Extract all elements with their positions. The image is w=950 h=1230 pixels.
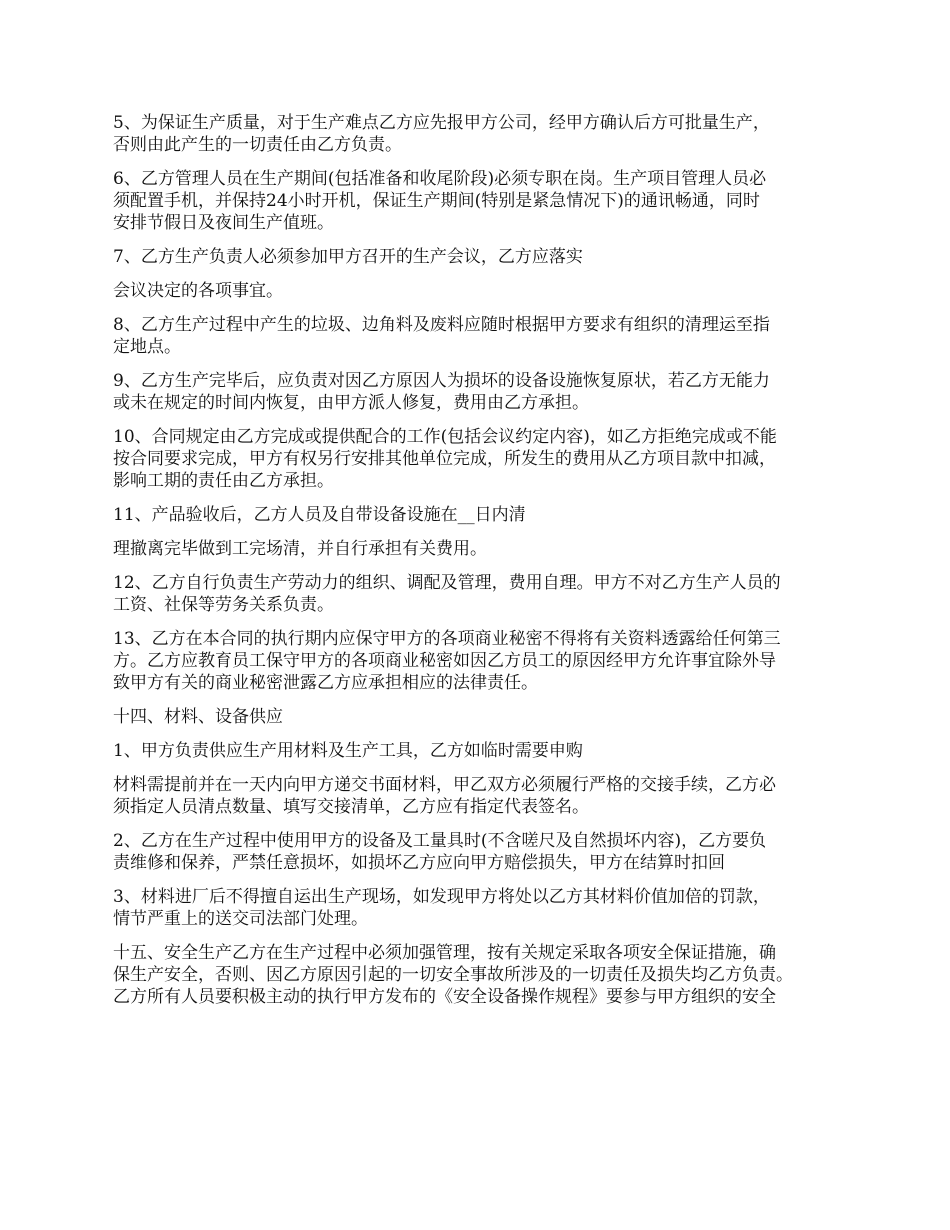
section-14-item-1-continued: 材料需提前并在一天内向甲方递交书面材料，甲乙双方必须履行严格的交接手续，乙方必 须指定人员清点数量、填写交接清单，乙方应有指定代表签名。 — [113, 775, 776, 817]
section-15: 十五、安全生产乙方在生产过程中必须加强管理，按有关规定采取各项安全保证措施，确 保生产安全，否则、因乙方原因引起的一切安全事故所涉及的一切责任及损失均乙方负责。 乙方所有人员要积极主动的执行甲方发布的《安全设备操作规程》要参与甲方组织的安全 — [113, 943, 793, 1007]
clause-10: 10、合同规定由乙方完成或提供配合的工作(包括会议约定内容)，如乙方拒绝完成或不能 按合同要求完成，甲方有权另行安排其他单位完成，所发生的费用从乙方项目款中扣减， 影响工期的责任由乙方承担。 — [113, 427, 777, 491]
clause-8: 8、乙方生产过程中产生的垃圾、边角料及废料应随时根据甲方要求有组织的清理运至指 定地点。 — [113, 315, 770, 357]
section-14-item-1: 1、甲方负责供应生产用材料及生产工具，乙方如临时需要申购 — [113, 741, 583, 761]
clause-7-continued: 会议决定的各项事宜。 — [113, 281, 283, 301]
section-14-item-2: 2、乙方在生产过程中使用甲方的设备及工量具时(不含嗟尺及自然损坏内容)，乙方要负 责维修和保养，严禁任意损坏，如损坏乙方应向甲方赔偿损失，甲方在结算时扣回 — [113, 831, 767, 873]
clause-13: 13、乙方在本合同的执行期内应保守甲方的各项商业秘密不得将有关资料透露给任何第三 方。乙方应教育员工保守甲方的各项商业秘密如因乙方员工的原因经甲方允许事宜除外导 致甲方有关的商业秘密泄露乙方应承担相应的法律责任。 — [113, 629, 781, 693]
clause-9: 9、乙方生产完毕后，应负责对因乙方原因人为损坏的设备设施恢复原状，若乙方无能力 或未在规定的时间内恢复，由甲方派人修复，费用由乙方承担。 — [113, 371, 770, 413]
document-body — [113, 112, 853, 1020]
section-14-item-3: 3、材料进厂后不得擅自运出生产现场，如发现甲方将处以乙方其材料价值加倍的罚款， 情节严重上的送交司法部门处理。 — [113, 887, 770, 929]
clause-6: 6、乙方管理人员在生产期间(包括准备和收尾阶段)必须专职在岗。生产项目管理人员必 须配置手机，并保持24小时开机，保证生产期间(特别是紧急情况下)的通讯畅通，同时 安排节假日及夜间生产值班。 — [113, 169, 767, 233]
clause-11-continued: 理撤离完毕做到工完场清，并自行承担有关费用。 — [113, 539, 487, 559]
section-14-heading: 十四、材料、设备供应 — [113, 707, 283, 727]
clause-7: 7、乙方生产负责人必须参加甲方召开的生产会议，乙方应落实 — [113, 247, 583, 267]
clause-12: 12、乙方自行负责生产劳动力的组织、调配及管理，费用自理。甲方不对乙方生产人员的 工资、社保等劳务关系负责。 — [113, 573, 781, 615]
clause-11: 11、产品验收后，乙方人员及自带设备设施在__日内清 — [113, 505, 526, 525]
clause-5: 5、为保证生产质量，对于生产难点乙方应先报甲方公司，经甲方确认后方可批量生产， 否则由此产生的一切责任由乙方负责。 — [113, 113, 770, 155]
